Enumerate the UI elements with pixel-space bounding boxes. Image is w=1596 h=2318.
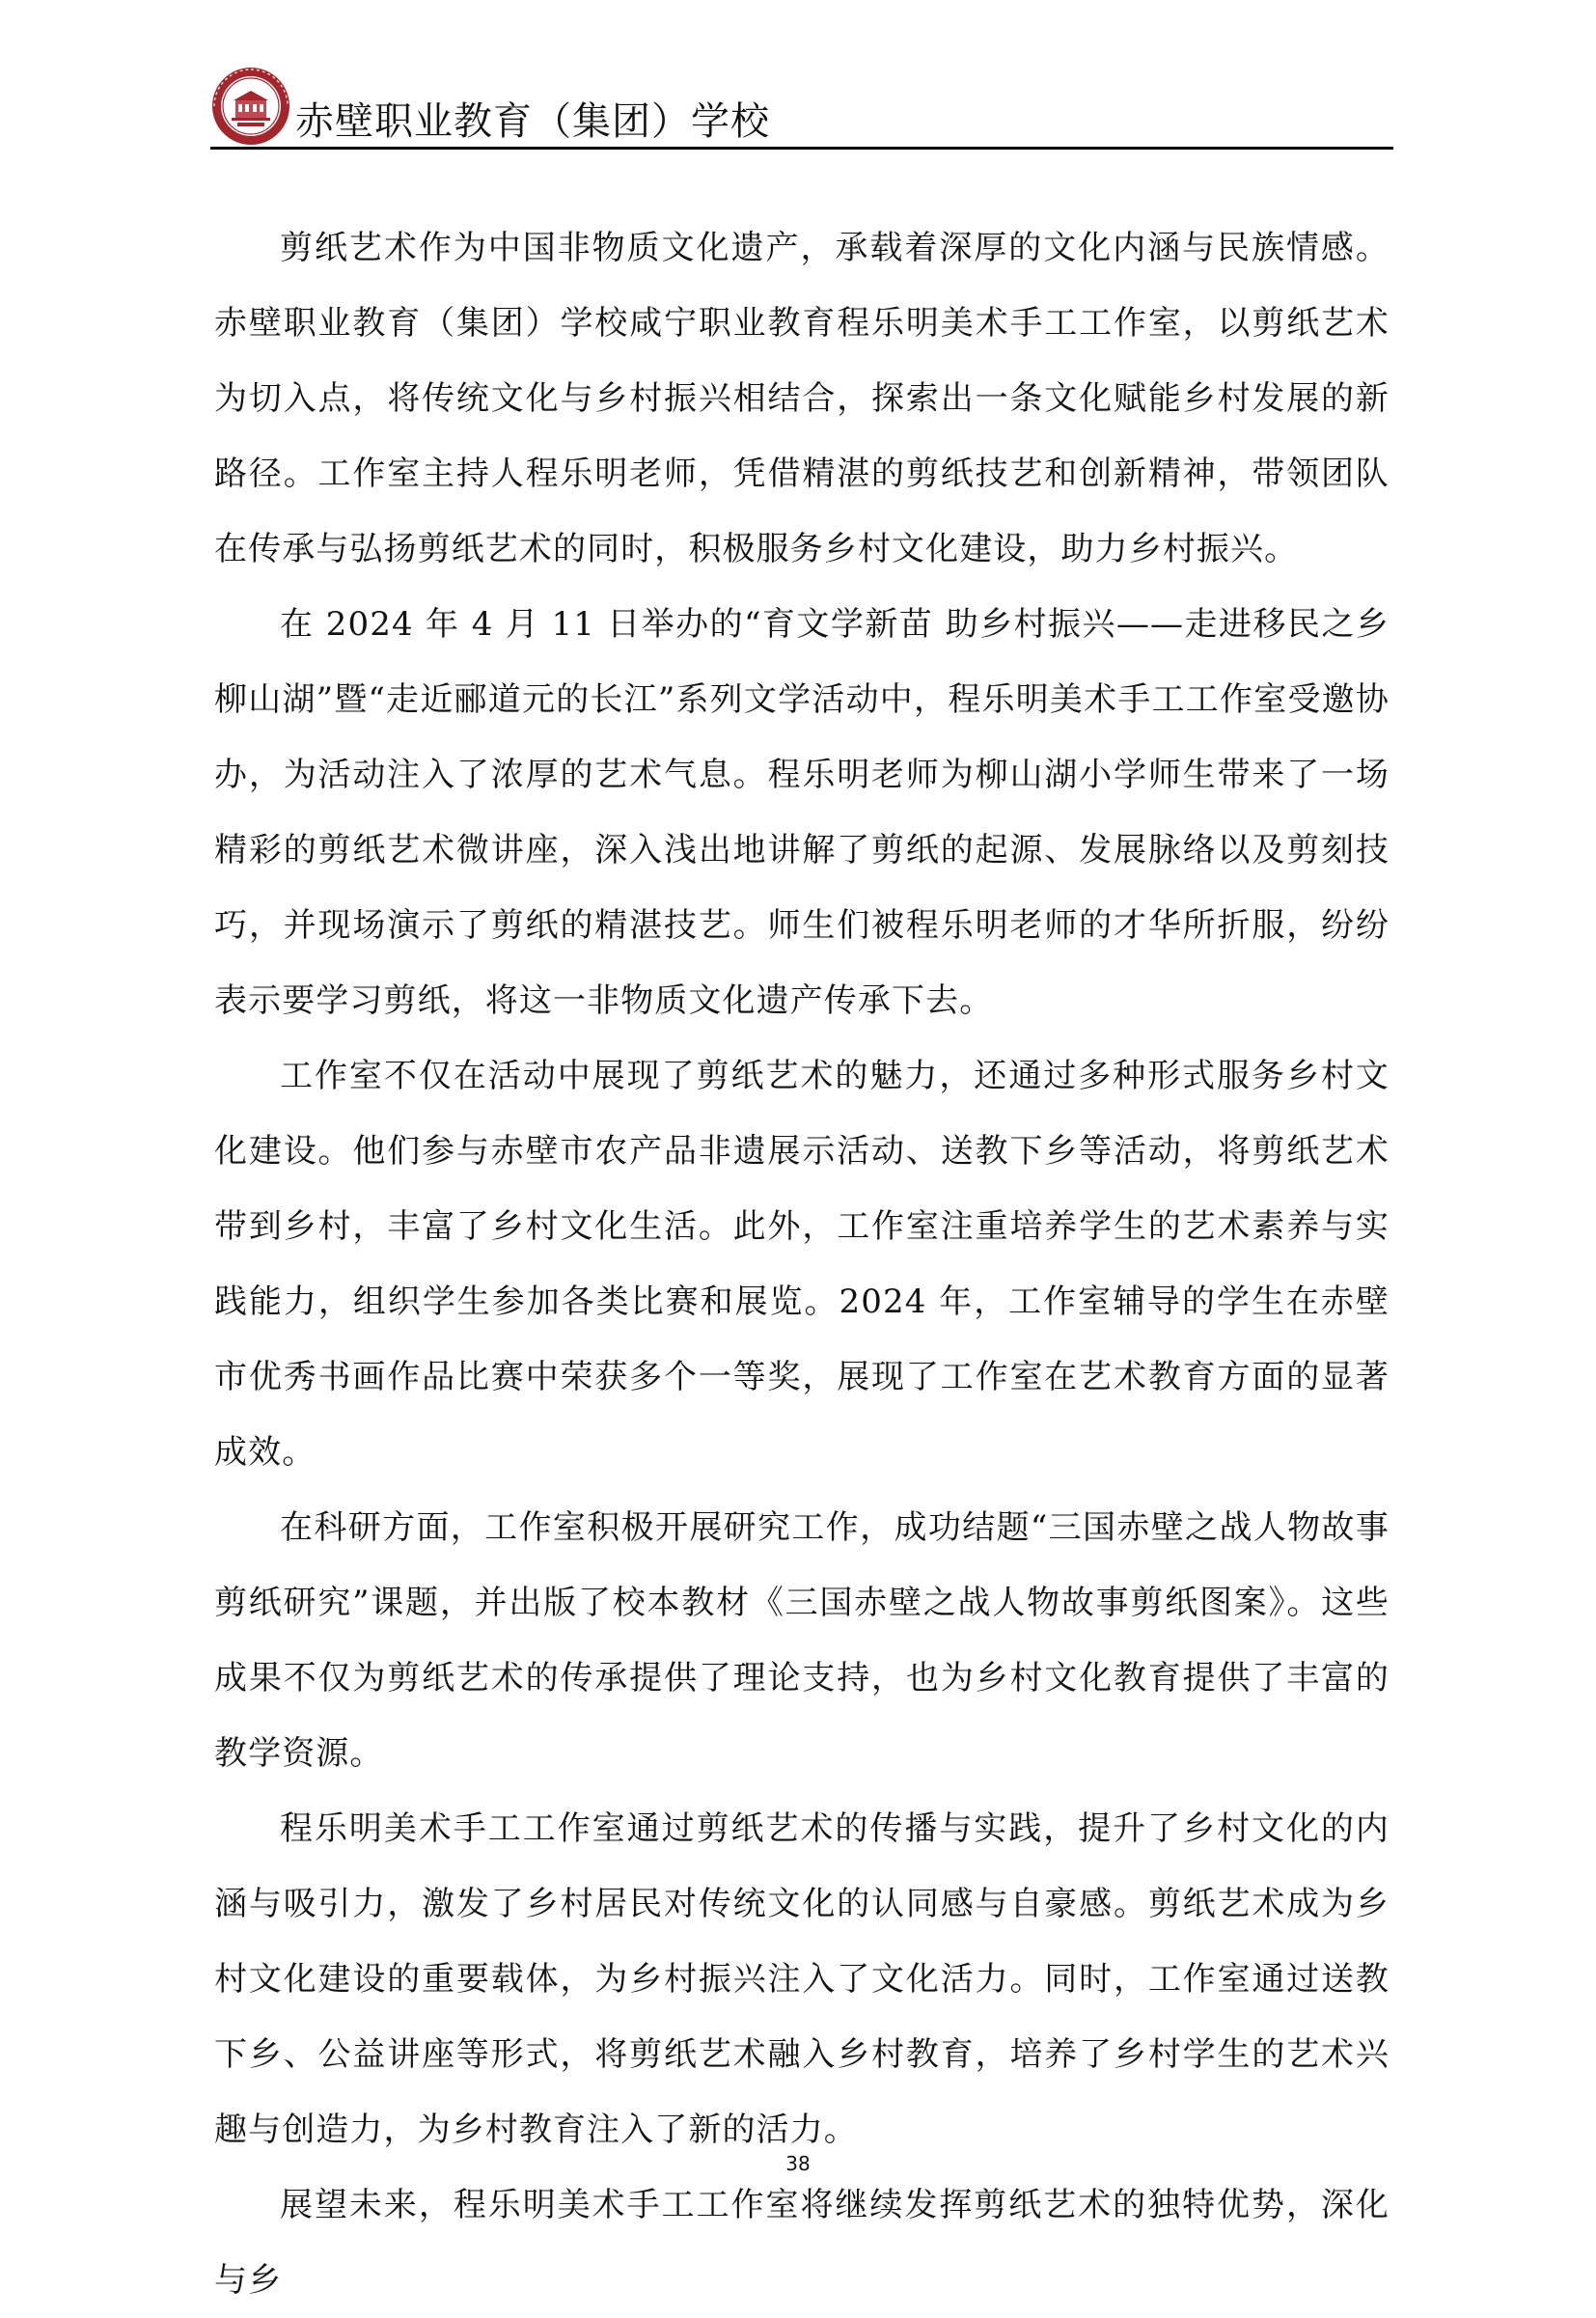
article-body [214, 210, 1390, 2318]
header-divider [210, 147, 1393, 150]
school-name: 赤壁职业教育（集团）学校 [295, 99, 770, 144]
page-number: 38 [785, 2152, 811, 2175]
paragraph: 在科研方面，工作室积极开展研究工作，成功结题“三国赤壁之战人物故事剪纸研究”课题，并出版了校本教材《三国赤壁之战人物故事剪纸图案》。这些成果不仅为剪纸艺术的传承提供了理论支持，也为乡村文化教育提供了丰富的教学资源。 [214, 1508, 1390, 1773]
school-emblem-icon [210, 66, 291, 147]
page-header [210, 60, 1393, 152]
paragraph: 剪纸艺术作为中国非物质文化遗产，承载着深厚的文化内涵与民族情感。赤壁职业教育（集团）学校咸宁职业教育程乐明美术手工工作室，以剪纸艺术为切入点，将传统文化与乡村振兴相结合，探索出一条文化赋能乡村发展的新路径。工作室主持人程乐明老师，凭借精湛的剪纸技艺和创新精神，带领团队在传承与弘扬剪纸艺术的同时，积极服务乡村文化建设，助力乡村振兴。 [214, 229, 1390, 568]
paragraph: 展望未来，程乐明美术手工工作室将继续发挥剪纸艺术的独特优势，深化与乡 [214, 2186, 1390, 2300]
paragraph: 在 2024 年 4 月 11 日举办的“育文学新苗 助乡村振兴——走进移民之乡柳山湖”暨“走近郦道元的长江”系列文学活动中，程乐明美术手工工作室受邀协办，为活动注入了浓厚的艺术气息。程乐明老师为柳山湖小学师生带来了一场精彩的剪纸艺术微讲座，深入浅出地讲解了剪纸的起源、发展脉络以及剪刻技巧，并现场演示了剪纸的精湛技艺。师生们被程乐明老师的才华所折服，纷纷表示要学习剪纸，将这一非物质文化遗产传承下去。 [214, 605, 1390, 1020]
paragraph: 工作室不仅在活动中展现了剪纸艺术的魅力，还通过多种形式服务乡村文化建设。他们参与赤壁市农产品非遗展示活动、送教下乡等活动，将剪纸艺术带到乡村，丰富了乡村文化生活。此外，工作室注重培养学生的艺术素养与实践能力，组织学生参加各类比赛和展览。2024 年，工作室辅导的学生在赤壁市优秀书画作品比赛中荣获多个一等奖，展现了工作室在艺术教育方面的显著成效。 [214, 1057, 1390, 1472]
paragraph: 程乐明美术手工工作室通过剪纸艺术的传播与实践，提升了乡村文化的内涵与吸引力，激发了乡村居民对传统文化的认同感与自豪感。剪纸艺术成为乡村文化建设的重要载体，为乡村振兴注入了文化活力。同时，工作室通过送教下乡、公益讲座等形式，将剪纸艺术融入乡村教育，培养了乡村学生的艺术兴趣与创造力，为乡村教育注入了新的活力。 [214, 1809, 1390, 2149]
